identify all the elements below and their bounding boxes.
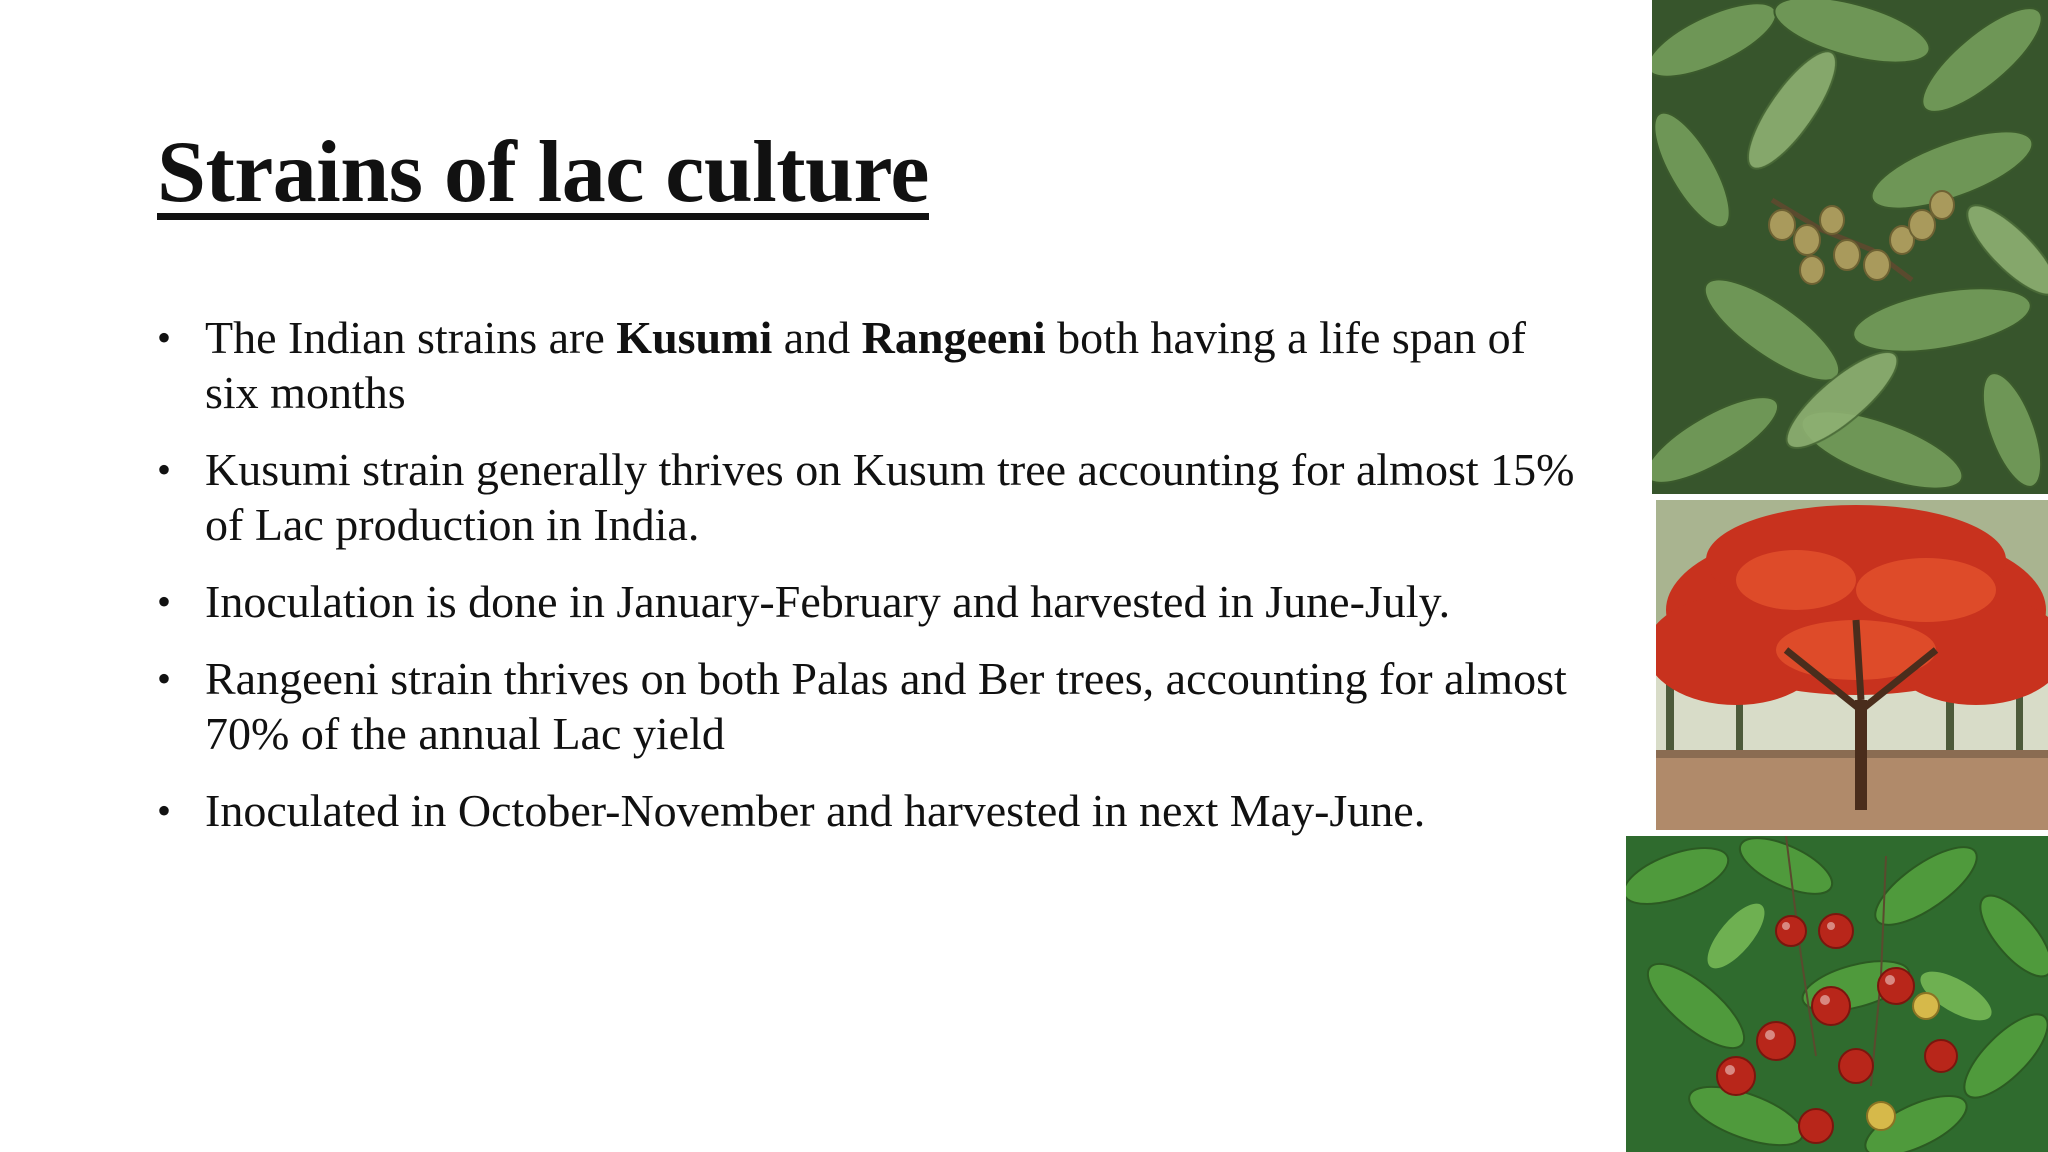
bold-term-kusumi: Kusumi	[616, 312, 773, 363]
bullet-item	[157, 651, 1587, 761]
ber-fruits-photo	[1626, 836, 2048, 1152]
bullet-dot: •	[157, 788, 172, 833]
bullet-text: both having a life span of six months	[205, 312, 1526, 418]
bullet-item	[157, 783, 1587, 838]
slide-title: Strains of lac culture	[157, 124, 929, 221]
bullet-dot: •	[157, 447, 172, 492]
bullet-dot: •	[157, 656, 172, 701]
kusum-leaves-photo	[1652, 0, 2048, 494]
bullet-text: Kusumi strain generally thrives on Kusum tree accounting for almost 15% of Lac production in India.	[205, 444, 1575, 550]
bullet-list	[157, 310, 1587, 860]
bullet-item	[157, 310, 1587, 420]
bullet-text: The Indian strains are	[205, 312, 617, 363]
bold-term-rangeeni: Rangeeni	[861, 312, 1046, 363]
bullet-text: and	[772, 312, 862, 363]
bullet-item	[157, 574, 1587, 629]
palas-tree-photo	[1656, 500, 2048, 830]
bullet-text: Inoculation is done in January-February and harvested in June-July.	[205, 576, 1451, 627]
bullet-dot: •	[157, 315, 172, 360]
bullet-item	[157, 442, 1587, 552]
bullet-text: Inoculated in October-November and harvested in next May-June.	[205, 785, 1426, 836]
bullet-dot: •	[157, 579, 172, 624]
bullet-text: Rangeeni strain thrives on both Palas and Ber trees, accounting for almost 70% of the annual Lac yield	[205, 653, 1567, 759]
